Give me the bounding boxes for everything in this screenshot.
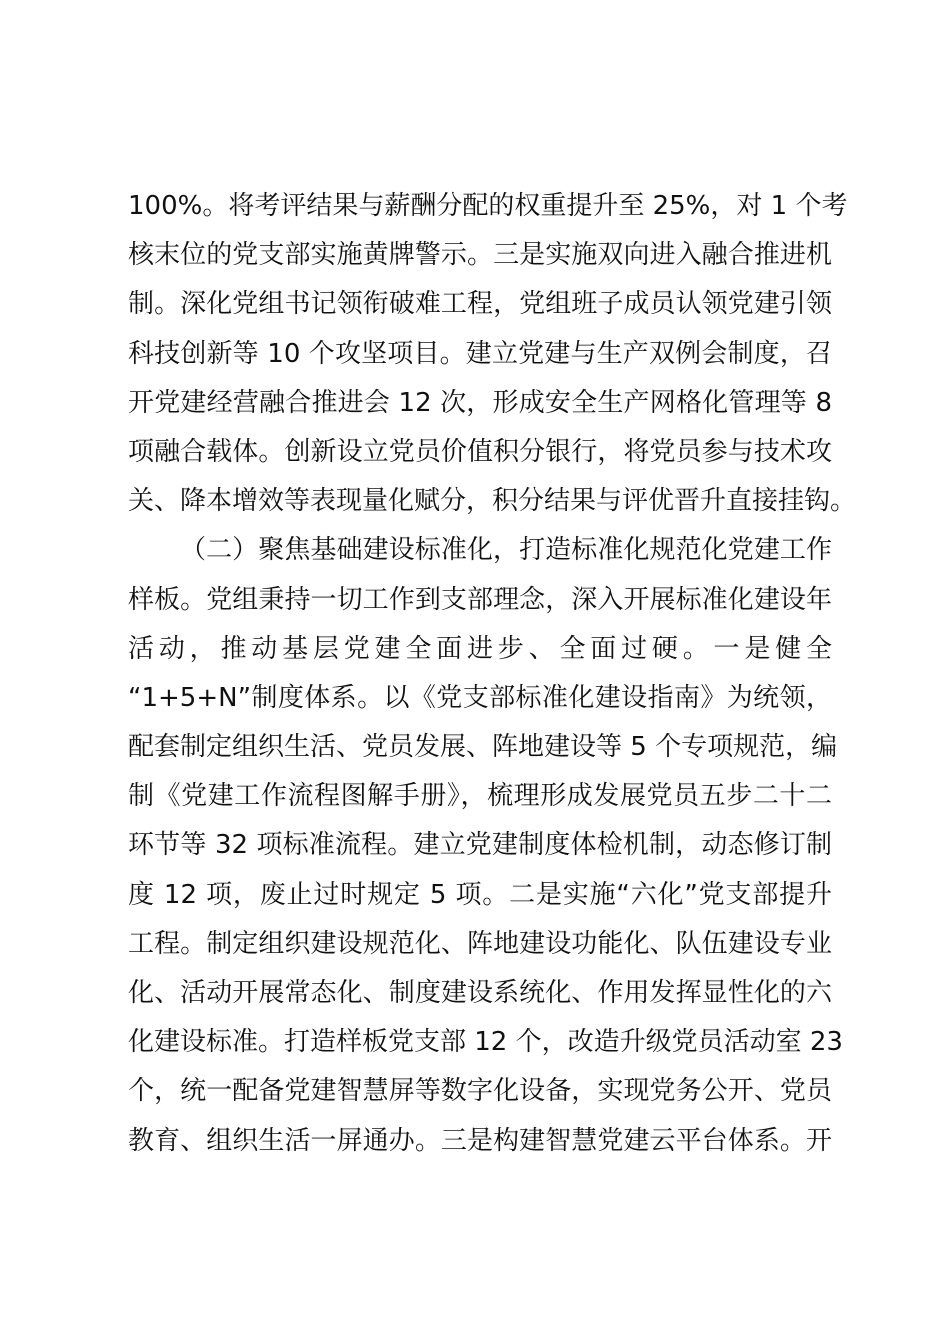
text-line: 工程。制定组织建设规范化、阵地建设功能化、队伍建设专业 xyxy=(128,928,832,959)
paragraph-2 xyxy=(128,526,843,1215)
text-line: 制。深化党组书记领衔破难工程，党组班子成员认领党建引领 xyxy=(128,289,832,320)
text-line: 环节等 32 项标准流程。建立党建制度体检机制，动态修订制 xyxy=(128,830,832,861)
text-line xyxy=(128,1166,832,1215)
text-line: 活动，推动基层党建全面进步、全面过硬。一是健全 xyxy=(128,633,832,664)
text-line: 关、降本增效等表现量化赋分，积分结果与评优晋升直接挂钩。 xyxy=(128,486,857,517)
text-line: 化、活动开展常态化、制度建设系统化、作用发挥显性化的六 xyxy=(128,978,832,1008)
paragraph-1 xyxy=(128,182,857,526)
text-line: “1+5+N”制度体系。以《党支部标准化建设指南》为统领， xyxy=(128,682,832,713)
text-line: 项融合载体。创新设立党员价值积分银行，将党员参与技术攻 xyxy=(128,436,832,467)
section-heading-line: （二）聚焦基础建设标准化，打造标准化规范化党建工作 xyxy=(180,535,832,566)
body-text xyxy=(128,182,857,1215)
text-line: 开党建经营融合推进会 12 次，形成安全生产网格化管理等 8 xyxy=(128,387,832,418)
text-line: 个，统一配备党建智慧屏等数字化设备，实现党务公开、党员 xyxy=(128,1076,832,1107)
text-line: 科技创新等 10 个攻坚项目。建立党建与生产双例会制度，召 xyxy=(128,338,832,369)
text-line: 100%。将考评结果与薪酬分配的权重提升至 25%，对 1 个考 xyxy=(128,191,848,221)
text-line: 制《党建工作流程图解手册》，梳理形成发展党员五步二十二 xyxy=(128,781,832,812)
text-line: 教育、组织生活一屏通办。三是构建智慧党建云平台体系。开 xyxy=(128,1125,832,1156)
text-line: 样板。党组秉持一切工作到支部理念，深入开展标准化建设年 xyxy=(128,584,832,615)
text-line: 配套制定组织生活、党员发展、阵地建设等 5 个专项规范，编 xyxy=(128,732,838,763)
text-line: 核末位的党支部实施黄牌警示。三是实施双向进入融合推进机 xyxy=(128,240,832,271)
text-line: 度 12 项，废止过时规定 5 项。二是实施“六化”党支部提升 xyxy=(128,879,832,910)
text-line: 化建设标准。打造样板党支部 12 个，改造升级党员活动室 23 xyxy=(128,1027,843,1058)
